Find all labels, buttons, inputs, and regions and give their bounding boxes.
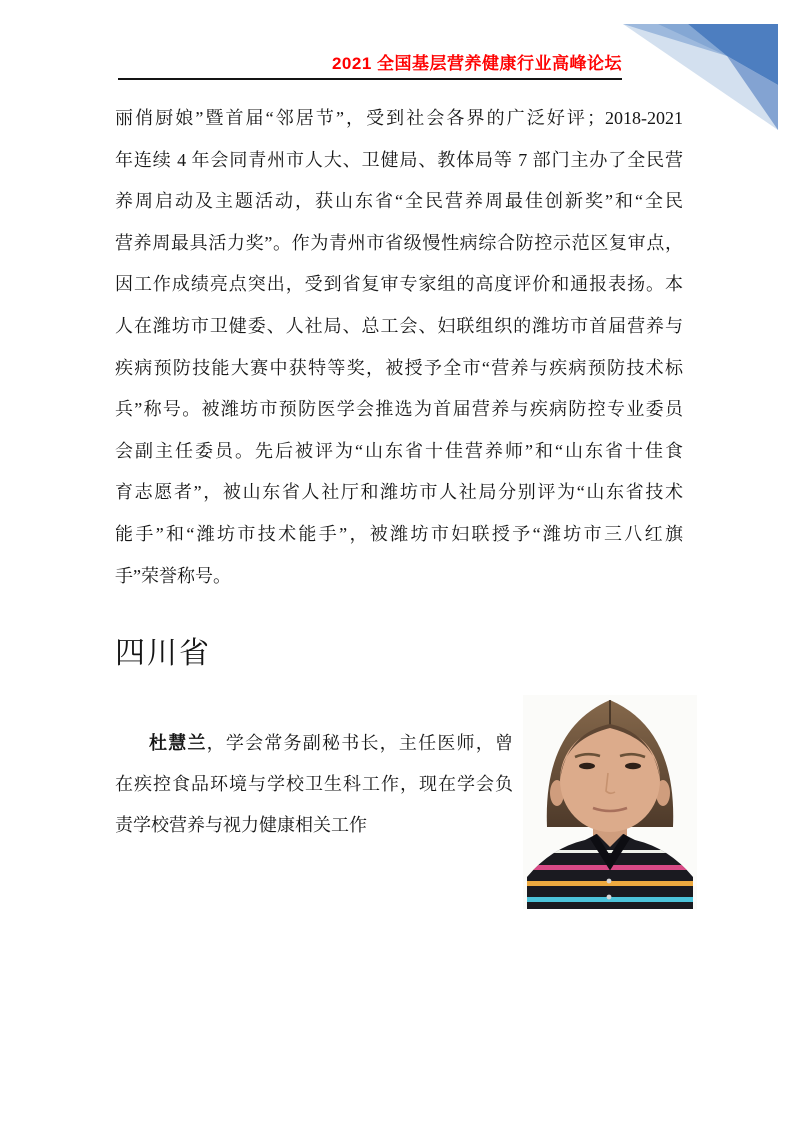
body-line: 能手”和“潍坊市技术能手”，被潍坊市妇联授予“潍坊市三八红旗 xyxy=(115,523,683,544)
body-line: 养周启动及主题活动，获山东省“全民营养周最佳创新奖”和“全民 xyxy=(115,191,683,212)
profile-name: 杜慧兰 xyxy=(149,733,207,753)
body-line: 兵”称号。被潍坊市预防医学会推选为首届营养与疾病防控专业委员 xyxy=(115,399,683,420)
body-paragraph xyxy=(115,98,683,597)
profile-line xyxy=(115,723,513,764)
body-line: 因工作成绩亮点突出，受到省复审专家组的高度评价和通报表扬。本 xyxy=(115,274,683,295)
body-line: 人在潍坊市卫健委、人社局、总工会、妇联组织的潍坊市首届营养与 xyxy=(115,315,683,336)
section-heading: 四川省 xyxy=(115,637,211,670)
profile-line-text: ，学会常务副秘书长，主任医师，曾 xyxy=(206,733,513,753)
header-title: 2021 全国基层营养健康行业高峰论坛 xyxy=(331,54,622,73)
header-rule xyxy=(118,78,622,80)
body-line: 疾病预防技能大赛中获特等奖，被授予全市“营养与疾病预防技术标 xyxy=(115,357,683,378)
portrait-photo xyxy=(523,695,697,909)
body-line: 会副主任委员。先后被评为“山东省十佳营养师”和“山东省十佳食 xyxy=(115,440,683,461)
body-line: 营养周最具活力奖”。作为青州市省级慢性病综合防控示范区复审点， xyxy=(115,232,683,253)
profile-line: 在疾控食品环境与学校卫生科工作，现在学会负 xyxy=(115,774,513,794)
profile-paragraph xyxy=(115,723,513,846)
body-line: 育志愿者”，被山东省人社厅和潍坊市人社局分别评为“山东省技术 xyxy=(115,482,683,503)
profile-line: 责学校营养与视力健康相关工作 xyxy=(115,815,367,835)
body-line: 丽俏厨娘”暨首届“邻居节”，受到社会各界的广泛好评；2018-2021 xyxy=(115,108,683,128)
portrait-illustration xyxy=(523,695,697,909)
body-line: 手”荣誉称号。 xyxy=(115,565,231,586)
body-line: 年连续 4 年会同青州市人大、卫健局、教体局等 7 部门主办了全民营 xyxy=(115,149,683,170)
